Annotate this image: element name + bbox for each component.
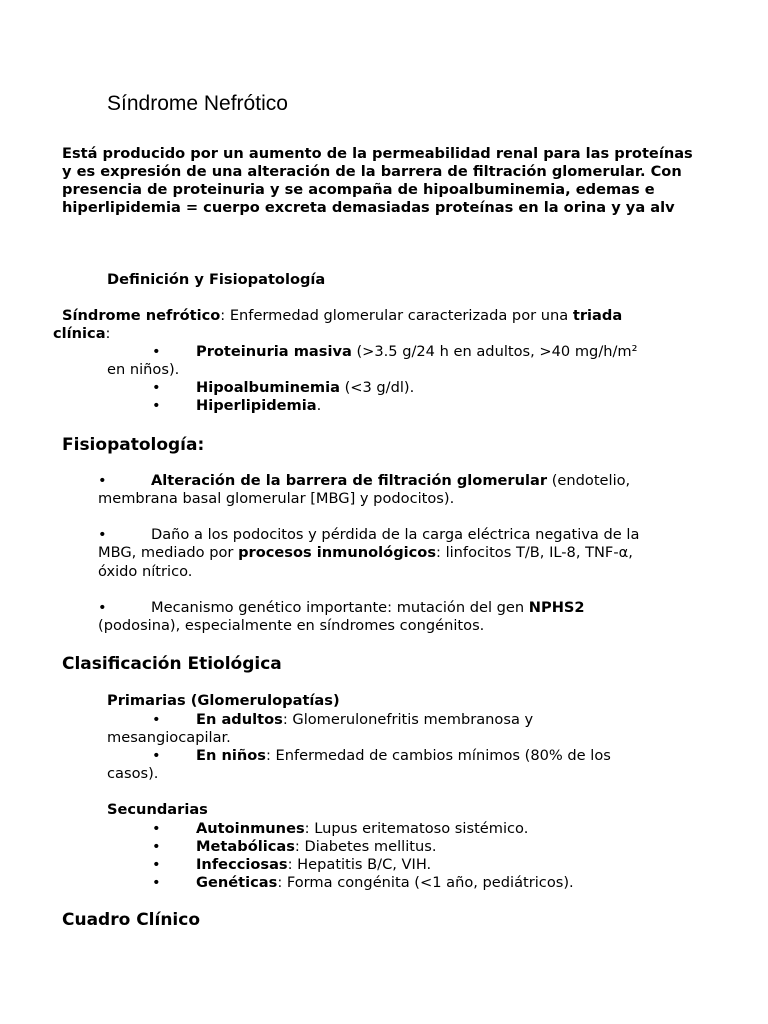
list-item-bold: En adultos — [196, 711, 283, 728]
list-item-continuation — [98, 544, 633, 562]
definition-clinica: clínica — [53, 325, 106, 342]
bullet: • — [152, 747, 161, 764]
bullet: • — [152, 838, 161, 855]
bullet: • — [152, 379, 161, 396]
list-item-bold: Autoinmunes — [196, 820, 305, 837]
intro-line: hiperlipidemia = cuerpo excreta demasiadas proteínas en la orina y ya alv — [62, 199, 675, 216]
list-item — [196, 820, 528, 838]
definition-triada: triada — [572, 307, 623, 324]
list-item-bold: Metabólicas — [196, 838, 295, 855]
bullet: • — [152, 820, 161, 837]
list-item — [196, 838, 436, 856]
list-item — [196, 874, 574, 892]
section-heading-cuadro-clinico: Cuadro Clínico — [62, 910, 201, 930]
section-heading-definicion: Definición y Fisiopatología — [107, 271, 326, 288]
subheading-secundarias: Secundarias — [107, 801, 208, 818]
definition-term: Síndrome nefrótico — [62, 307, 221, 324]
list-item-continuation: (podosina), especialmente en síndromes congénitos. — [98, 617, 485, 634]
intro-paragraph — [62, 145, 732, 217]
list-item-text: : Hepatitis B/C, VIH. — [287, 856, 432, 873]
list-item — [196, 379, 414, 397]
list-item-text: : Enfermedad de cambios mínimos (80% de los — [265, 747, 611, 764]
list-item — [196, 397, 321, 415]
list-item-text: : Diabetes mellitus. — [294, 838, 437, 855]
list-item — [196, 343, 637, 361]
list-item-text: MBG, mediado por — [98, 544, 239, 561]
list-item-bold: NPHS2 — [528, 599, 585, 616]
list-item-continuation: mesangiocapilar. — [107, 729, 231, 746]
list-item — [151, 599, 585, 617]
list-item — [151, 472, 630, 490]
list-item-text: : Glomerulonefritis membranosa y — [282, 711, 534, 728]
section-heading-fisiopatologia: Fisiopatología: — [62, 435, 205, 455]
section-heading-clasificacion: Clasificación Etiológica — [62, 654, 282, 674]
list-item-text: Mecanismo genético importante: mutación del gen — [151, 599, 529, 616]
list-item-text: . — [316, 397, 322, 414]
list-item-bold: Hipoalbuminemia — [196, 379, 340, 396]
bullet: • — [152, 874, 161, 891]
list-item-bold: procesos inmunológicos — [238, 544, 437, 561]
bullet: • — [152, 397, 161, 414]
list-item — [196, 747, 611, 765]
definition-colon: : — [105, 325, 111, 342]
list-item-continuation: casos). — [107, 765, 159, 782]
list-item-bold: Alteración de la barrera de filtración glomerular — [151, 472, 548, 489]
intro-line: presencia de proteinuria y se acompaña de hipoalbuminemia, edemas e — [62, 181, 655, 198]
list-item-text: : Forma congénita (<1 año, pediátricos). — [277, 874, 574, 891]
list-item-text: : Lupus eritematoso sistémico. — [304, 820, 529, 837]
list-item-bold: Infecciosas — [196, 856, 288, 873]
list-item-bold: Genéticas — [196, 874, 278, 891]
bullet: • — [152, 711, 161, 728]
page-title: Síndrome Nefrótico — [107, 92, 288, 115]
list-item-bold: Proteinuria masiva — [196, 343, 352, 360]
list-item — [196, 711, 533, 729]
intro-line: y es expresión de una alteración de la barrera de filtración glomerular. Con — [62, 163, 682, 180]
list-item-text: (endotelio, — [547, 472, 631, 489]
definition-text: : Enfermedad glomerular caracterizada por una — [220, 307, 573, 324]
list-item — [196, 856, 431, 874]
definition-line — [62, 307, 622, 325]
subheading-primarias: Primarias (Glomerulopatías) — [107, 692, 340, 709]
bullet: • — [98, 472, 107, 489]
list-item: Daño a los podocitos y pérdida de la carga eléctrica negativa de la — [151, 526, 640, 543]
list-item-bold: Hiperlipidemia — [196, 397, 317, 414]
list-item-text: : linfocitos T/B, IL-8, TNF-α, — [436, 544, 633, 561]
list-item-continuation: óxido nítrico. — [98, 563, 193, 580]
list-item-bold: En niños — [196, 747, 266, 764]
definition-line-2 — [53, 325, 110, 343]
intro-line: Está producido por un aumento de la permeabilidad renal para las proteínas — [62, 145, 693, 162]
list-item-text: (<3 g/dl). — [339, 379, 415, 396]
bullet: • — [152, 856, 161, 873]
bullet: • — [98, 599, 107, 616]
list-item-continuation: membrana basal glomerular [MBG] y podocitos). — [98, 490, 455, 507]
bullet: • — [152, 343, 161, 360]
list-item-continuation: en niños). — [107, 361, 180, 378]
list-item-text: (>3.5 g/24 h en adultos, >40 mg/h/m² — [351, 343, 638, 360]
bullet: • — [98, 526, 107, 543]
